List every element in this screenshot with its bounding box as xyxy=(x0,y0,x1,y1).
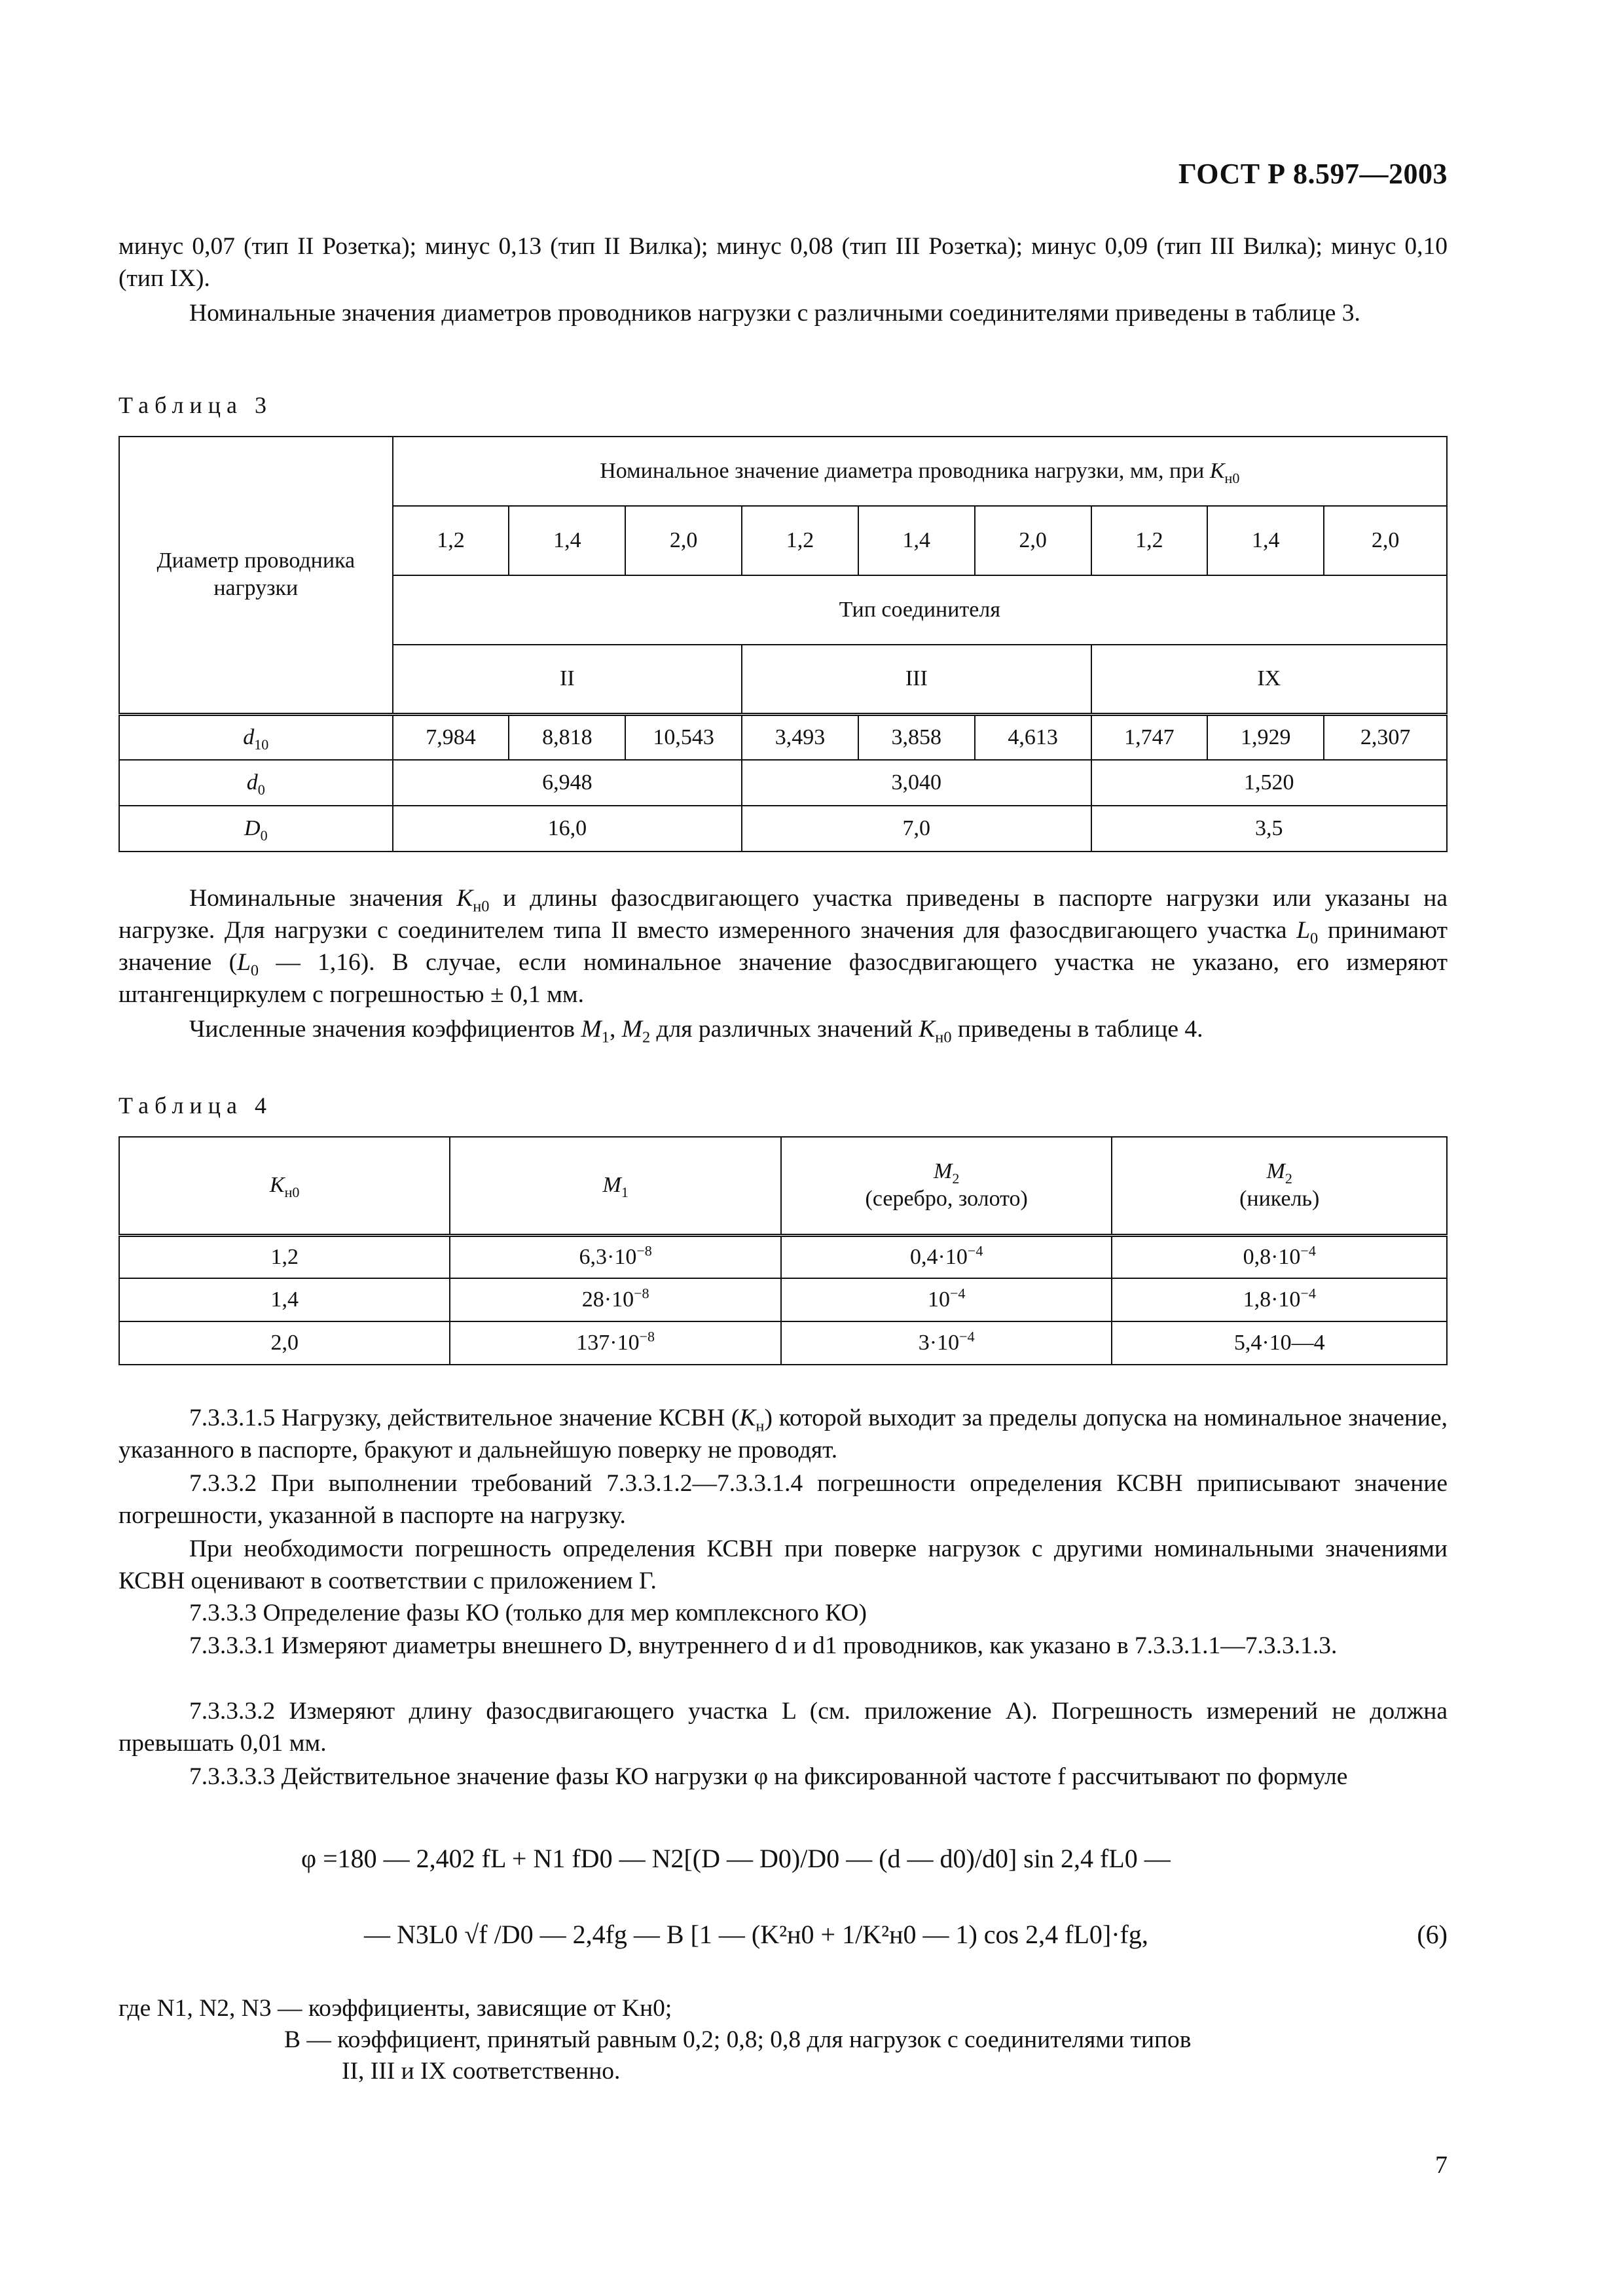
table4-header-symbol: M xyxy=(934,1159,953,1184)
paragraph-nominal-values xyxy=(119,882,1448,1011)
para4-m1-sub: 1 xyxy=(601,1028,610,1047)
table4-cell xyxy=(781,1321,1112,1365)
table4-cell-exponent: −4 xyxy=(959,1328,975,1345)
para3-k-symbol: K xyxy=(456,885,473,912)
para4-m2: M xyxy=(621,1016,642,1043)
table4-k-value: 2,0 xyxy=(119,1321,450,1365)
table3-k-value: 2,0 xyxy=(625,506,742,575)
s1-k-sub: н xyxy=(756,1417,765,1435)
where-line-1: где N1, N2, N3 — коэффициенты, зависящие от Kн0; xyxy=(119,1995,672,2022)
table4-cell-exponent: −4 xyxy=(1300,1285,1316,1302)
para4-m2-sub: 2 xyxy=(642,1028,651,1047)
table4-cell xyxy=(450,1321,781,1365)
table4-cell-exponent: −4 xyxy=(1300,1242,1316,1259)
table4-cell-exponent: −8 xyxy=(636,1242,652,1259)
para3-l-sub: 0 xyxy=(1310,929,1319,948)
table4-header-symbol-line xyxy=(120,1172,449,1199)
s1-tail: ) которой выходит за пределы допуска на номинальное значение, указанного в паспорте, бракуют и дальнейшую поверку не проводят. xyxy=(119,1405,1448,1463)
table3-cell: 3,858 xyxy=(858,714,975,760)
section-7-3-3-2: 7.3.3.2 При выполнении требований 7.3.3.1.2—7.3.3.1.4 погрешности определения КСВН приписывают значение погрешности, указанной в паспорте на нагрузку. xyxy=(119,1470,1448,1529)
table4-k-value: 1,4 xyxy=(119,1278,450,1321)
table3-k-value: 1,2 xyxy=(1091,506,1208,575)
section-7-3-3-3-3: 7.3.3.3.3 Действительное значение фазы КО нагрузки φ на фиксированной частоте f рассчитывают по формуле xyxy=(189,1763,1348,1790)
table3-cell: 7,0 xyxy=(742,806,1091,852)
table4-cell xyxy=(1112,1235,1447,1278)
table3-cell: 10,543 xyxy=(625,714,742,760)
table-3 xyxy=(119,436,1448,852)
table3-row-label xyxy=(119,760,393,806)
table4-cell-exponent: −4 xyxy=(967,1242,983,1259)
para3-text-c: принимают значение ( xyxy=(119,917,1448,976)
section-7-3-3-3-2: 7.3.3.3.2 Измеряют длину фазосдвигающего участка L (см. приложение А). Погрешность измерений не должна превышать 0,01 мм. xyxy=(119,1698,1448,1757)
table4-header-symbol-line xyxy=(450,1172,780,1199)
para4-sep: , xyxy=(609,1016,622,1043)
table3-cell: 3,5 xyxy=(1091,806,1447,852)
table3-connector-type: III xyxy=(742,645,1091,714)
table3-k-subscript: н0 xyxy=(1224,469,1240,486)
table3-cell: 6,948 xyxy=(393,760,742,806)
table4-cell xyxy=(450,1278,781,1321)
table3-connector-type: II xyxy=(393,645,742,714)
s1-text: 7.3.3.1.5 Нагрузку, действительное значение КСВН ( xyxy=(189,1405,740,1431)
table3-cell: 1,747 xyxy=(1091,714,1208,760)
section-7-3-3-3-1: 7.3.3.3.1 Измеряют диаметры внешнего D, внутреннего d и d1 проводников, как указано в 7.3.3.1.1—7.3.3.1.3. xyxy=(189,1632,1338,1659)
table3-row-label xyxy=(119,806,393,852)
para3-text-b: и длины фазосдвигающего участка приведены в паспорте нагрузки или указаны на нагрузке. Для нагрузки с соединителем типа II вместо измеренного значения для фазосдвигающего участка xyxy=(119,885,1448,944)
para3-text-d: — 1,16). В случае, если номинальное значение фазосдвигающего участка не указано, его измеряют штангенциркулем с погрешностью ± 0,1 мм. xyxy=(119,949,1448,1008)
paragraph-table3-intro: Номинальные значения диаметров проводников нагрузки с различными соединителями приведены в таблице 3. xyxy=(189,300,1360,327)
table4-cell-exponent: −8 xyxy=(639,1328,655,1345)
table4-cell-mantissa: 10 xyxy=(927,1287,950,1312)
para4-m1: M xyxy=(581,1016,602,1043)
table3-connector-type: IX xyxy=(1091,645,1447,714)
table4-cell-exponent: −8 xyxy=(634,1285,649,1302)
table4-header xyxy=(119,1137,450,1235)
table3-row-symbol: d xyxy=(246,770,258,795)
table4-header-subscript: 1 xyxy=(621,1184,629,1201)
table3-cell: 8,818 xyxy=(509,714,625,760)
table3-cell: 3,493 xyxy=(742,714,858,760)
para3-k-sub: н0 xyxy=(473,897,490,916)
table4-cell-mantissa: 5,4·10—4 xyxy=(1233,1331,1325,1355)
table3-row-subscript: 0 xyxy=(260,827,268,844)
table4-header-symbol: K xyxy=(269,1173,285,1198)
para3-text-a: Номинальные значения xyxy=(189,885,457,912)
table4-cell-mantissa: 0,4·10 xyxy=(910,1244,968,1269)
table4-cell xyxy=(1112,1321,1447,1365)
table3-connector-header: Тип соединителя xyxy=(393,575,1447,645)
table4-caption: Таблица 4 xyxy=(119,1092,272,1119)
paragraph-table4-intro xyxy=(119,1013,1448,1045)
table4-header-symbol: M xyxy=(1266,1159,1285,1184)
para4-text-a: Численные значения коэффициентов xyxy=(189,1016,581,1043)
table3-cell: 2,307 xyxy=(1324,714,1447,760)
para4-k: K xyxy=(919,1016,936,1043)
table4-header-symbol-line xyxy=(1112,1158,1446,1185)
table4-cell xyxy=(781,1278,1112,1321)
table3-k-value: 1,2 xyxy=(742,506,858,575)
table4-header-subscript: 2 xyxy=(1285,1170,1292,1187)
equation-number: (6) xyxy=(1417,1920,1448,1949)
formula-line-2: — N3L0 √f /D0 — 2,4fg — B [1 — (K²н0 + 1/K²н0 — 1) cos 2,4 fL0]·fg, xyxy=(364,1920,1148,1949)
para3-l-symbol: L xyxy=(1296,917,1311,944)
table3-k-symbol: K xyxy=(1209,459,1225,483)
document-id: ГОСТ Р 8.597—2003 xyxy=(1178,158,1448,190)
table4-header-subscript: н0 xyxy=(284,1184,300,1201)
table4-cell-mantissa: 1,8·10 xyxy=(1243,1287,1301,1312)
para4-text-b: для различных значений xyxy=(650,1016,919,1043)
where-line-3: II, III и IX соответственно. xyxy=(342,2058,621,2085)
table4-header-symbol-line xyxy=(782,1158,1112,1185)
table4-cell-mantissa: 0,8·10 xyxy=(1243,1244,1301,1269)
table3-k-value: 1,4 xyxy=(1207,506,1324,575)
table3-cell: 1,520 xyxy=(1091,760,1447,806)
table4-header xyxy=(450,1137,781,1235)
paragraph-types: минус 0,07 (тип II Розетка); минус 0,13 (тип II Вилка); минус 0,08 (тип III Розетка); минус 0,09 (тип III Вилка); минус 0,10 (тип IX). xyxy=(119,233,1448,292)
table3-k-value: 1,4 xyxy=(509,506,625,575)
para4-text-c: приведены в таблице 4. xyxy=(951,1016,1203,1043)
table4-header-note: (серебро, золото) xyxy=(865,1187,1028,1211)
para3-l-symbol-2: L xyxy=(237,949,251,976)
page-number: 7 xyxy=(1435,2151,1448,2179)
table4-cell xyxy=(781,1235,1112,1278)
table3-cell: 1,929 xyxy=(1207,714,1324,760)
table4-header xyxy=(1112,1137,1447,1235)
table3-cell: 4,613 xyxy=(975,714,1091,760)
table3-group-header-text: Номинальное значение диаметра проводника нагрузки, мм, при xyxy=(600,459,1210,483)
table3-k-value: 2,0 xyxy=(1324,506,1447,575)
table4-header xyxy=(781,1137,1112,1235)
section-7-3-3-3: 7.3.3.3 Определение фазы КО (только для мер комплексного КО) xyxy=(189,1600,867,1626)
table3-row-subscript: 10 xyxy=(254,736,269,753)
table-4 xyxy=(119,1136,1448,1365)
table3-caption: Таблица 3 xyxy=(119,392,272,418)
table4-cell-mantissa: 3·10 xyxy=(918,1331,960,1355)
table3-cell: 3,040 xyxy=(742,760,1091,806)
table4-k-value: 1,2 xyxy=(119,1235,450,1278)
table3-cell: 16,0 xyxy=(393,806,742,852)
para3-l-sub-2: 0 xyxy=(250,961,259,980)
table4-cell-mantissa: 137·10 xyxy=(576,1331,640,1355)
table3-group-header xyxy=(393,437,1447,506)
formula-line-1: φ =180 — 2,402 fL + N1 fD0 — N2[(D — D0)/D0 — (d — d0)/d0] sin 2,4 fL0 — xyxy=(301,1844,1171,1873)
table4-cell-mantissa: 28·10 xyxy=(581,1287,634,1312)
table4-header-subscript: 2 xyxy=(952,1170,960,1187)
section-ksvn-estimate: При необходимости погрешность определения КСВН при поверке нагрузок с другими номинальными значениями КСВН оценивают в соответствии с приложением Г. xyxy=(119,1535,1448,1594)
table4-cell xyxy=(450,1235,781,1278)
table3-row-subscript: 0 xyxy=(257,781,265,798)
table3-row-label xyxy=(119,714,393,760)
table4-cell-mantissa: 6,3·10 xyxy=(579,1244,637,1269)
table4-cell xyxy=(1112,1278,1447,1321)
table3-k-value: 1,4 xyxy=(858,506,975,575)
table4-cell-exponent: −4 xyxy=(949,1285,966,1302)
table3-row-header: Диаметр проводника нагрузки xyxy=(119,437,393,714)
table3-k-value: 2,0 xyxy=(975,506,1091,575)
para4-k-sub: н0 xyxy=(935,1028,952,1047)
table3-row-symbol: D xyxy=(244,816,261,840)
where-line-2: B — коэффициент, принятый равным 0,2; 0,8; 0,8 для нагрузок с соединителями типов xyxy=(284,2026,1192,2053)
section-7-3-3-1-5 xyxy=(119,1402,1448,1466)
table4-header-symbol: M xyxy=(602,1173,621,1198)
table3-cell: 7,984 xyxy=(393,714,509,760)
table4-header-note: (никель) xyxy=(1239,1187,1320,1211)
table3-row-symbol: d xyxy=(243,725,255,749)
table3-k-value: 1,2 xyxy=(393,506,509,575)
s1-k-symbol: K xyxy=(739,1405,756,1431)
